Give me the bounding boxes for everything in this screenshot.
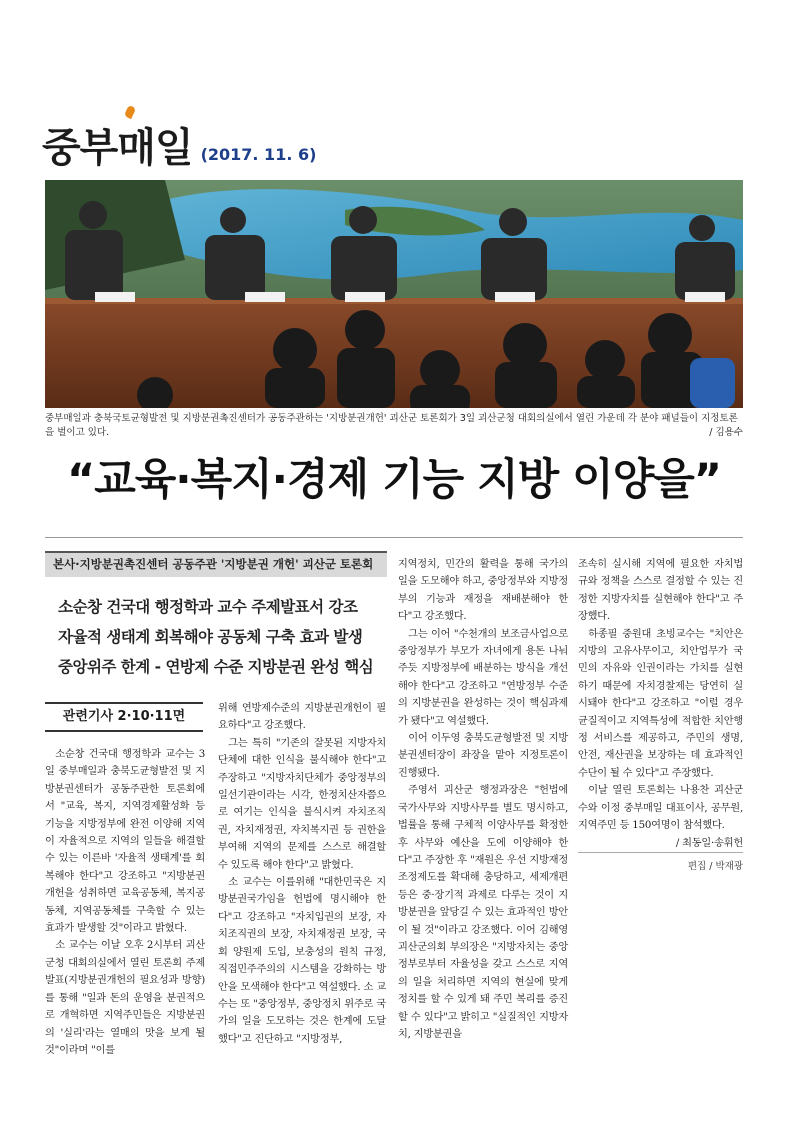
newspaper-name: 중부매일 [42,125,193,171]
reporter-byline: / 최동일·송휘헌 [675,837,743,849]
kicker-text: 본사·지방분권촉진센터 공동주관 '지방분권 개헌' 괴산군 토론회 [53,557,374,571]
body-column-4 [578,556,743,852]
body-column-2 [218,700,386,1048]
panel-photo-illustration [45,180,743,408]
publication-date: (2017. 11. 6) [200,145,317,164]
headline-divider [45,537,743,538]
paragraph: 이어 이두영 충북도균형발전 및 지방분권센터장이 좌장을 맡아 지정토론이 진행됐다. [398,733,568,779]
masthead [42,112,317,171]
paragraph: 소 교수는 이날 오후 2시부터 괴산군청 대회의실에서 열린 토론회 주제발표(지방분권개헌의 필요성과 방향)를 통해 "일과 돈의 운영을 분권적으로 개혁하면 지역주민들은 지방분권의 '실리'라는 열매의 맛을 보게 될 것"이라며 "이를 [45,940,205,1056]
related-articles-label: 관련기사 2·10·11면 [62,709,186,724]
paragraph: 하종필 중원대 초빙교수는 "치안은 지방의 고유사무이고, 치안업무가 국민의 자유와 인권이라는 가치를 실현하기 때문에 자치경찰제는 당연히 실시돼야 한다"고 강조하고 "이럴 경우 균질적이고 지역특성에 적합한 치안행정 서비스를 제공하고, 주민의 생명, 안전, 재산권을 보장하는 데 효과적인 수단이 될 수 있다"고 주장했다. [578,628,743,779]
headline: “교육·복지·경제 기능 지방 이양을” [66,455,722,505]
body-column-1 [45,746,205,1059]
editor-credit: 편집 / 박재광 [687,861,743,872]
subhead-2: 자율적 생태계 회복해야 공동체 구축 효과 발생 [58,628,363,646]
paragraph: 소순창 건국대 행정학과 교수는 3일 중부매일과 충북도균형발전 및 지방분권센터가 공동주관한 토론회에서 "교육, 복지, 지역경제활성화 등 기능을 지방정부에 완전 이양해 지역이 자율적으로 지역의 일들을 해결할 수 있는 이른바 '자율적 생태계'를 회복해야 한다"고 강조하고 "지방분권개헌을 성취하면 교육공동체, 복지공동체, 지역공동체를 구축할 수 있는 효과가 발생할 것"이라고 밝혔다. [45,749,205,935]
subheads [58,592,388,682]
masthead-accent-mark [124,105,136,119]
paragraph: 조속히 실시해 지역에 필요한 자치법규와 정책을 스스로 결정할 수 있는 진정한 지방자치를 실현해야 한다"고 주장했다. [578,559,743,623]
subhead-1: 소순창 건국대 행정학과 교수 주제발표서 강조 [58,598,358,616]
paragraph: 소 교수는 이를위해 "대한민국은 지방분권국가임을 헌법에 명시해야 한다"고 강조하고 "자치입권의 보장, 자치조직권의 보장, 자치재정권 보장, 국회 양원제 도입, 보충성의 원칙 규정, 직접민주주의의 시스템을 강화하는 방안을 모색해야 한다"고 역설했다. 소 교수는 또 "중앙정부, 중앙정치 위주로 국가의 일을 도모하는 것은 한계에 도달했다"고 진단하고 "지방정부, [218,877,386,1045]
related-articles-box [45,702,203,732]
paragraph: 그는 이어 "수천개의 보조금사업으로 중앙정부가 부모가 자녀에게 용돈 나눠 주듯 지방정부에 배분하는 방식을 개선해야 한다"고 강조하고 "연방정부 수준의 지방분권을 완성하는 것이 핵심과제가 됐다"고 역설했다. [398,628,568,727]
editor-divider [578,852,743,853]
caption-text: 중부매일과 충북국토균형발전 및 지방분권촉진센터가 공동주관하는 '지방분권개헌' 괴산군 토론회가 3일 괴산군청 대회의실에서 열린 가운데 각 분야 패널들이 지정토론을 벌이고 있다. [45,413,738,438]
paragraph: 이날 열린 토론회는 나용찬 괴산군수와 이정 중부매일 대표이사, 공무원, 지역주민 등 150여명이 참석했다. [578,785,743,832]
kicker-bar [45,551,387,577]
paragraph: 주영서 괴산군 행정과장은 "헌법에 국가사무와 지방사무를 별도 명시하고, 법률을 통해 구체적 이양사무를 확정한 후 사무와 예산을 도에 이양해야 한다"고 주장한 후 "재원은 우선 지방재정조정제도를 확대해 충당하고, 세제개편 등은 중·장기적 과제로 다루는 것이 지방분권을 앞당길 수 있는 효과적인 방안이 될 것"이라고 강조했다. 이어 김해영 괴산군의회 부의장은 "지방자치는 중앙정부로부터 자율성을 갖고 스스로 지역의 일을 처리하면 지역의 현실에 맞게 정치를 할 수 있게 돼 주민 복리를 증진할 수 있다"고 밝히고 "실질적인 지방자치, 지방분권을 [398,785,568,1040]
subhead-3: 중앙위주 한계 - 연방제 수준 지방분권 완성 핵심 [58,658,374,676]
paragraph: 그는 특히 "기존의 잘못된 지방자치단체에 대한 인식을 불식해야 한다"고 주장하고 "지방자치단체가 중앙정부의 일선기관이라는 시각, 한정치산자쯤으로 여기는 인식을 불식시켜 자치조직권, 자치재정권, 자치복지권 등 권한을 부여해 지역의 문제를 스스로 해결할 수 있도록 해야 한다"고 밝혔다. [218,737,386,871]
article-photo [45,180,743,408]
paragraph: 지역정치, 민간의 활력을 통해 국가의 일을 도모해야 하고, 중앙정부와 지방정부의 기능과 재정을 재배분해야 한다"고 강조했다. [398,559,568,623]
paragraph: 위해 연방제수준의 지방분권개헌이 필요하다"고 강조했다. [218,703,386,732]
photo-credit: / 김용수 [709,427,743,438]
photo-caption [45,412,743,440]
body-column-3 [398,556,568,1043]
